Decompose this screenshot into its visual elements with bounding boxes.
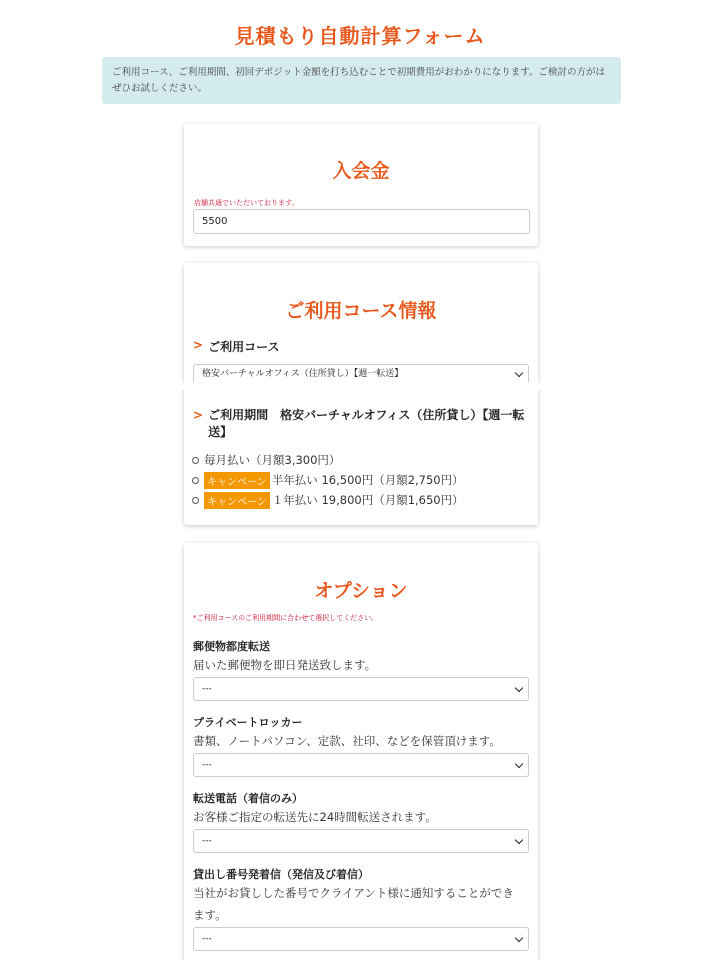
- option-selected-value: ---: [202, 684, 212, 694]
- option-label: 貸出し番号発着信（発信及び着信）: [193, 868, 369, 881]
- option-item-call-forwarding: [193, 790, 529, 853]
- chevron-down-icon: [515, 934, 523, 942]
- option-label: 郵便物都度転送: [193, 640, 270, 653]
- radio-button[interactable]: [192, 457, 199, 464]
- option-selected-value: ---: [202, 934, 212, 944]
- option-desc: 書類、ノートパソコン、定款、社印、などを保管頂けます。: [193, 734, 501, 748]
- chevron-down-icon: [515, 836, 523, 844]
- option-label: プライベートロッカー: [193, 716, 303, 729]
- period-section-head: [193, 407, 529, 441]
- chevron-down-icon: [515, 369, 523, 377]
- campaign-badge: キャンペーン: [204, 472, 270, 489]
- chevron-right-icon: >: [193, 408, 204, 422]
- entry-fee-input[interactable]: 5500: [193, 209, 530, 234]
- option-desc: 当社がお貸しした番号でクライアント様に通知することができます。: [193, 886, 514, 922]
- option-selected-value: ---: [202, 760, 212, 770]
- option-select[interactable]: [193, 927, 529, 951]
- entry-fee-title: 入会金: [332, 160, 390, 182]
- option-item-rental-number: [193, 866, 529, 951]
- period-label: ご利用期間 格安バーチャルオフィス（住所貸し）【週一転送】: [208, 408, 525, 439]
- page-title: 見積もり自動計算フォーム: [234, 24, 486, 48]
- intro-info-box: ご利用コース、ご利用期間、初回デポジット金額を打ち込むことで初期費用がおわかりになります。ご検討の方がはぜひお試しください。: [102, 57, 621, 104]
- option-desc: 届いた郵便物を即日発送致します。: [193, 658, 377, 672]
- divider-band: [166, 383, 558, 390]
- option-select[interactable]: [193, 829, 529, 853]
- option-select[interactable]: [193, 753, 529, 777]
- option-label: 転送電話（着信のみ）: [193, 792, 303, 805]
- option-desc: お客様ご指定の転送先に24時間転送されます。: [193, 810, 437, 824]
- option-selected-value: ---: [202, 836, 212, 846]
- course-select[interactable]: [193, 364, 529, 384]
- chevron-down-icon: [515, 684, 523, 692]
- entry-fee-card: [184, 124, 538, 246]
- period-option[interactable]: [192, 470, 464, 490]
- options-note: *ご利用コースのご利用期間に合わせて選択してください。: [193, 614, 379, 622]
- chevron-right-icon: >: [193, 338, 204, 352]
- options-card-title: オプション: [314, 580, 408, 602]
- radio-button[interactable]: [192, 477, 199, 484]
- option-item-private-locker: [193, 714, 529, 777]
- radio-button[interactable]: [192, 497, 199, 504]
- period-option[interactable]: [192, 490, 464, 510]
- course-card-title: ご利用コース情報: [285, 300, 437, 322]
- option-item-mail-forwarding: [193, 638, 529, 701]
- period-option[interactable]: [192, 450, 464, 470]
- period-option-text: 半年払い 16,500円（月額2,750円）: [271, 473, 464, 487]
- period-option-text: １年払い 19,800円（月額1,650円）: [271, 493, 464, 507]
- options-card: [184, 543, 538, 960]
- course-section-head: [193, 338, 279, 355]
- course-selected-value: 格安バーチャルオフィス（住所貸し）【週一転送】: [202, 369, 404, 379]
- period-options: [192, 450, 464, 510]
- course-card: [184, 263, 538, 525]
- option-select[interactable]: [193, 677, 529, 701]
- entry-fee-note: 店舗共通でいただいております。: [194, 199, 299, 207]
- course-label: ご利用コース: [208, 340, 280, 354]
- chevron-down-icon: [515, 760, 523, 768]
- period-option-text: 毎月払い（月額3,300円）: [204, 453, 341, 467]
- campaign-badge: キャンペーン: [204, 492, 270, 509]
